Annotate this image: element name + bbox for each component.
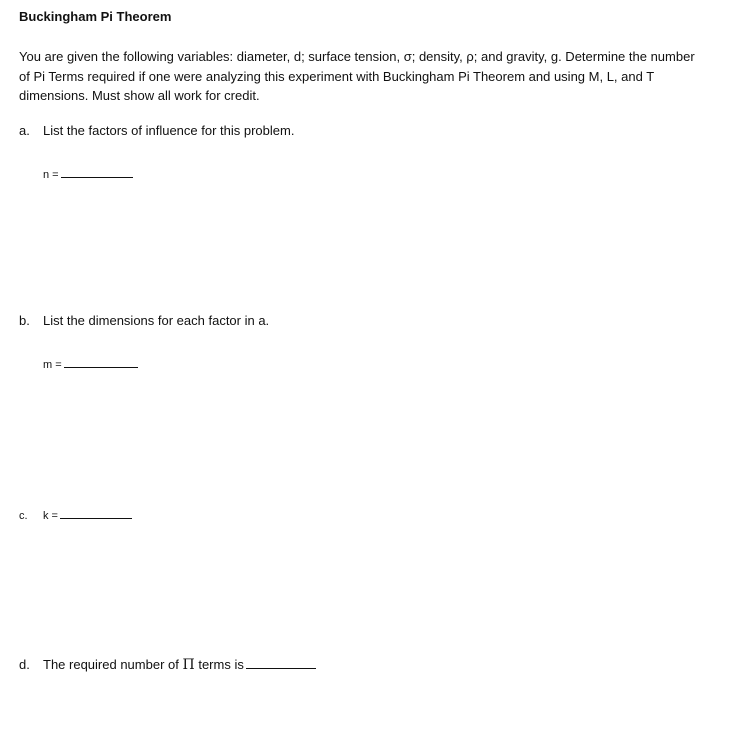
part-b-answer xyxy=(43,355,138,371)
n-answer-blank[interactable] xyxy=(61,165,133,178)
k-answer-blank[interactable] xyxy=(60,506,132,519)
pi-symbol: Π xyxy=(182,657,195,673)
page-title: Buckingham Pi Theorem xyxy=(19,9,172,24)
n-label: n = xyxy=(43,169,59,181)
part-a-question xyxy=(19,123,294,138)
part-d-text-after: terms is xyxy=(198,657,244,672)
part-b-question xyxy=(19,313,269,328)
problem-statement: You are given the following variables: diameter, d; surface tension, σ; density, ρ; and gravity, g. Determine the number of Pi Terms required if one were analyzing this experiment with Buckingham Pi Theorem and using M, L, and T dimensions. Must show all work for credit. xyxy=(19,49,695,103)
part-d-text-before: The required number of xyxy=(43,657,179,672)
k-label: k = xyxy=(43,510,58,522)
part-b-text: List the dimensions for each factor in a. xyxy=(43,313,270,328)
part-b-label: b. xyxy=(19,313,30,328)
part-d-question xyxy=(19,656,316,673)
part-c-answer xyxy=(19,506,132,522)
part-a-label: a. xyxy=(19,123,30,138)
pi-terms-answer-blank[interactable] xyxy=(246,656,316,669)
m-label: m = xyxy=(43,359,62,371)
part-c-label: c. xyxy=(19,510,28,522)
part-a-text: List the factors of influence for this problem. xyxy=(43,123,295,138)
part-d-label: d. xyxy=(19,657,30,672)
m-answer-blank[interactable] xyxy=(64,355,138,368)
part-a-answer xyxy=(43,165,133,181)
